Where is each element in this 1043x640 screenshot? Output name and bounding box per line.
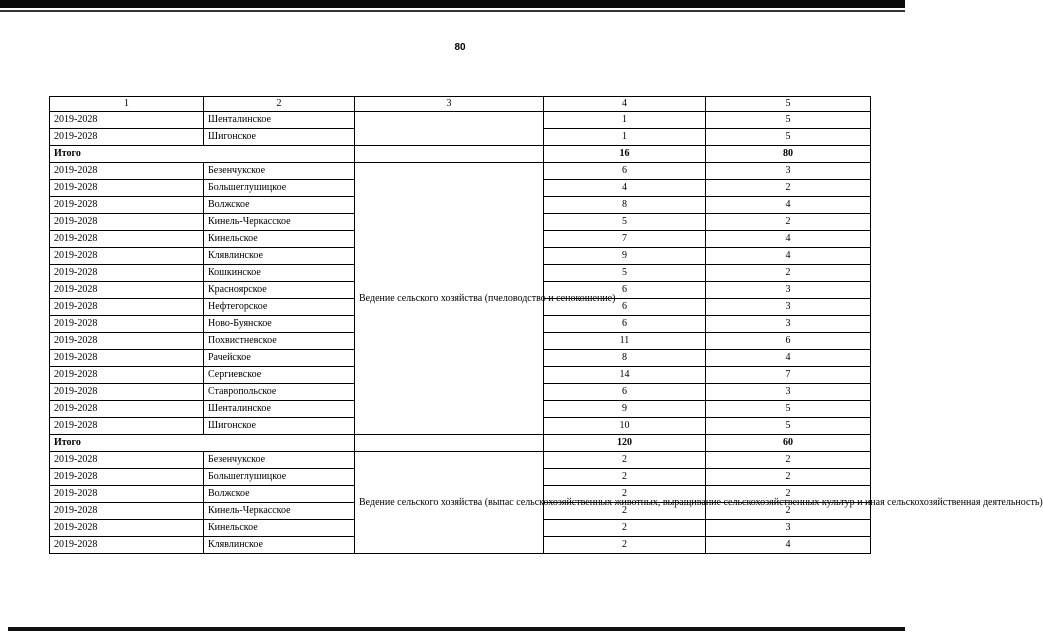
settlement-cell: Кинельское	[204, 231, 355, 248]
col4-cell: 2	[544, 486, 706, 503]
period-cell: 2019-2028	[50, 520, 204, 537]
period-cell: 2019-2028	[50, 248, 204, 265]
settlement-cell: Кинель-Черкасское	[204, 503, 355, 520]
total-col5: 80	[706, 146, 871, 163]
col5-cell: 5	[706, 112, 871, 129]
table-row	[50, 452, 871, 469]
settlement-cell: Волжское	[204, 486, 355, 503]
period-cell: 2019-2028	[50, 367, 204, 384]
col5-cell: 5	[706, 418, 871, 435]
col4-cell: 6	[544, 163, 706, 180]
period-cell: 2019-2028	[50, 316, 204, 333]
period-cell: 2019-2028	[50, 197, 204, 214]
col4-cell: 4	[544, 180, 706, 197]
total-col4: 120	[544, 435, 706, 452]
settlement-cell: Шигонское	[204, 129, 355, 146]
col5-cell: 3	[706, 282, 871, 299]
table-row	[50, 163, 871, 180]
settlement-cell: Кошкинское	[204, 265, 355, 282]
col4-cell: 2	[544, 520, 706, 537]
settlement-cell: Клявлинское	[204, 248, 355, 265]
header-col-4: 4	[544, 97, 706, 112]
settlement-cell: Шенталинское	[204, 112, 355, 129]
total-blank	[355, 435, 544, 452]
period-cell: 2019-2028	[50, 299, 204, 316]
col5-cell: 2	[706, 469, 871, 486]
allocation-table	[49, 96, 1043, 554]
col5-cell: 4	[706, 197, 871, 214]
col5-cell: 2	[706, 180, 871, 197]
col5-cell: 5	[706, 129, 871, 146]
col4-cell: 5	[544, 265, 706, 282]
header-col-3: 3	[355, 97, 544, 112]
period-cell: 2019-2028	[50, 537, 204, 554]
settlement-cell: Безенчукское	[204, 163, 355, 180]
settlement-cell: Похвистневское	[204, 333, 355, 350]
settlement-cell: Большеглушицкое	[204, 180, 355, 197]
col5-cell: 4	[706, 248, 871, 265]
top-border-thin	[0, 10, 905, 12]
period-cell: 2019-2028	[50, 282, 204, 299]
period-cell: 2019-2028	[50, 129, 204, 146]
col4-cell: 2	[544, 452, 706, 469]
period-cell: 2019-2028	[50, 452, 204, 469]
total-row	[50, 146, 871, 163]
total-col4: 16	[544, 146, 706, 163]
period-cell: 2019-2028	[50, 112, 204, 129]
period-cell: 2019-2028	[50, 486, 204, 503]
period-cell: 2019-2028	[50, 214, 204, 231]
settlement-cell: Шенталинское	[204, 401, 355, 418]
total-label: Итого	[50, 146, 355, 163]
col5-cell: 2	[706, 503, 871, 520]
total-row	[50, 435, 871, 452]
total-label: Итого	[50, 435, 355, 452]
settlement-cell: Рачейское	[204, 350, 355, 367]
col5-cell: 4	[706, 350, 871, 367]
col4-cell: 2	[544, 537, 706, 554]
settlement-cell: Большеглушицкое	[204, 469, 355, 486]
col5-cell: 3	[706, 520, 871, 537]
col4-cell: 6	[544, 384, 706, 401]
period-cell: 2019-2028	[50, 350, 204, 367]
col5-cell: 6	[706, 333, 871, 350]
period-cell: 2019-2028	[50, 469, 204, 486]
settlement-cell: Ново-Буянское	[204, 316, 355, 333]
settlement-cell: Нефтегорское	[204, 299, 355, 316]
col4-cell: 1	[544, 112, 706, 129]
total-col5: 60	[706, 435, 871, 452]
settlement-cell: Ставропольское	[204, 384, 355, 401]
description-cell	[355, 112, 544, 146]
col4-cell: 14	[544, 367, 706, 384]
col4-cell: 10	[544, 418, 706, 435]
settlement-cell: Волжское	[204, 197, 355, 214]
col4-cell: 2	[544, 469, 706, 486]
col5-cell: 7	[706, 367, 871, 384]
total-blank	[355, 146, 544, 163]
col5-cell: 3	[706, 163, 871, 180]
bottom-border	[8, 627, 905, 631]
period-cell: 2019-2028	[50, 265, 204, 282]
period-cell: 2019-2028	[50, 333, 204, 350]
settlement-cell: Кинельское	[204, 520, 355, 537]
col4-cell: 2	[544, 503, 706, 520]
col4-cell: 6	[544, 282, 706, 299]
settlement-cell: Красноярское	[204, 282, 355, 299]
period-cell: 2019-2028	[50, 401, 204, 418]
col5-cell: 2	[706, 214, 871, 231]
period-cell: 2019-2028	[50, 384, 204, 401]
header-col-5: 5	[706, 97, 871, 112]
table-row	[50, 112, 871, 129]
col4-cell: 5	[544, 214, 706, 231]
col5-cell: 3	[706, 299, 871, 316]
header-col-1: 1	[50, 97, 204, 112]
header-col-2: 2	[204, 97, 355, 112]
top-border	[0, 0, 905, 8]
period-cell: 2019-2028	[50, 418, 204, 435]
col4-cell: 8	[544, 197, 706, 214]
col4-cell: 1	[544, 129, 706, 146]
page-number: 80	[454, 42, 466, 53]
col5-cell: 4	[706, 537, 871, 554]
col5-cell: 2	[706, 452, 871, 469]
col5-cell: 3	[706, 384, 871, 401]
settlement-cell: Шигонское	[204, 418, 355, 435]
period-cell: 2019-2028	[50, 231, 204, 248]
period-cell: 2019-2028	[50, 163, 204, 180]
period-cell: 2019-2028	[50, 180, 204, 197]
settlement-cell: Кинель-Черкасское	[204, 214, 355, 231]
col5-cell: 4	[706, 231, 871, 248]
col4-cell: 9	[544, 401, 706, 418]
col4-cell: 11	[544, 333, 706, 350]
col4-cell: 6	[544, 299, 706, 316]
header-row	[50, 97, 871, 112]
col5-cell: 2	[706, 486, 871, 503]
col5-cell: 5	[706, 401, 871, 418]
col4-cell: 9	[544, 248, 706, 265]
settlement-cell: Сергиевское	[204, 367, 355, 384]
settlement-cell: Безенчукское	[204, 452, 355, 469]
settlement-cell: Клявлинское	[204, 537, 355, 554]
period-cell: 2019-2028	[50, 503, 204, 520]
col5-cell: 2	[706, 265, 871, 282]
table-body	[50, 112, 1043, 554]
col5-cell: 3	[706, 316, 871, 333]
col4-cell: 6	[544, 316, 706, 333]
description-cell: Ведение сельского хозяйства (выпас сельскохозяйственных животных, выращивание сельскохозяйственных культур и иная сельскохозяйственная деятельность)	[355, 452, 544, 554]
col4-cell: 8	[544, 350, 706, 367]
description-cell: Ведение сельского хозяйства (пчеловодство и сенокошение)	[355, 163, 544, 435]
col4-cell: 7	[544, 231, 706, 248]
